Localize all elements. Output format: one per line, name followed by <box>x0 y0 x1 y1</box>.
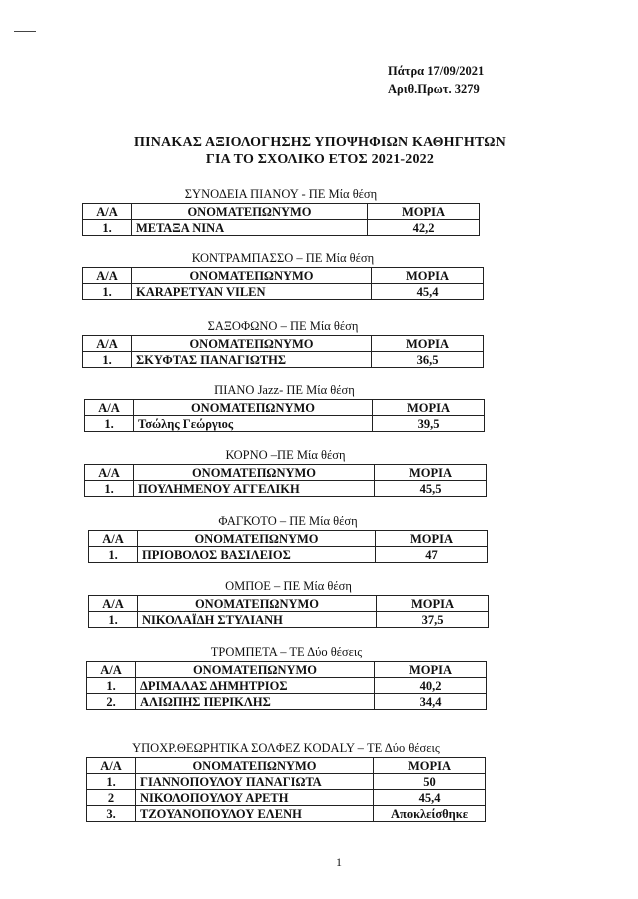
title-line-1: ΠΙΝΑΚΑΣ ΑΞΙΟΛΟΓΗΣΗΣ ΥΠΟΨΗΦΙΩΝ ΚΑΘΗΓΗΤΩΝ <box>134 135 506 150</box>
section-block <box>86 645 487 710</box>
section-block <box>82 319 484 368</box>
section-title: ΚΟΝΤΡΑΜΠΑΣΣΟ – ΠΕ Μία θέση <box>191 251 375 265</box>
row-number: 1. <box>83 284 132 300</box>
table-header-row <box>83 336 484 352</box>
table-row <box>89 547 488 563</box>
candidate-score: 50 <box>374 774 486 790</box>
candidates-table <box>82 203 480 236</box>
candidate-score: 34,4 <box>375 694 487 710</box>
section-title: ΟΜΠΟΕ – ΠΕ Μία θέση <box>225 579 352 593</box>
candidate-name: ΜΕΤΑΞΑ ΝΙΝΑ <box>132 220 368 236</box>
table-header-row <box>83 268 484 284</box>
candidate-name: KARAPETYAN VILEN <box>132 284 372 300</box>
candidate-score: 45,4 <box>372 284 484 300</box>
column-header-aa: Α/Α <box>85 465 134 481</box>
column-header-score: ΜΟΡΙΑ <box>372 336 484 352</box>
table-header-row <box>89 531 488 547</box>
candidates-table <box>86 757 486 822</box>
candidate-score: 47 <box>376 547 488 563</box>
row-number: 1. <box>89 547 138 563</box>
candidate-name: ΑΛΙΩΠΗΣ ΠΕΡΙΚΛΗΣ <box>136 694 375 710</box>
scan-mark <box>14 31 36 32</box>
candidate-name: ΔΡΙΜΑΛΑΣ ΔΗΜΗΤΡΙΟΣ <box>136 678 375 694</box>
candidate-name: Τσώλης Γεώργιος <box>134 416 373 432</box>
table-row <box>87 678 487 694</box>
column-header-score: ΜΟΡΙΑ <box>375 465 487 481</box>
column-header-aa: Α/Α <box>83 336 132 352</box>
column-header-name: ΟΝΟΜΑΤΕΠΩΝΥΜΟ <box>132 336 372 352</box>
table-header-row <box>89 596 489 612</box>
protocol-number: Αριθ.Πρωτ. 3279 <box>388 82 480 96</box>
section-block <box>82 251 484 300</box>
candidate-name: ΤΖΟΥΑΝΟΠΟΥΛΟΥ ΕΛΕΝΗ <box>136 806 374 822</box>
section-block <box>82 187 480 236</box>
candidate-score: Αποκλείσθηκε <box>374 806 486 822</box>
row-number: 1. <box>89 612 138 628</box>
column-header-aa: Α/Α <box>87 662 136 678</box>
candidate-score: 37,5 <box>377 612 489 628</box>
document-header <box>388 62 484 98</box>
candidates-table <box>86 661 487 710</box>
row-number: 1. <box>85 481 134 497</box>
table-row <box>89 612 489 628</box>
table-row <box>83 284 484 300</box>
candidates-table <box>84 399 485 432</box>
table-header-row <box>85 465 487 481</box>
column-header-name: ΟΝΟΜΑΤΕΠΩΝΥΜΟ <box>138 596 377 612</box>
section-title: ΦΑΓΚΟΤΟ – ΠΕ Μία θέση <box>218 514 358 528</box>
title-line-2: ΓΙΑ ΤΟ ΣΧΟΛΙΚΟ ΕΤΟΣ 2021-2022 <box>205 152 435 167</box>
section-title: ΣΑΞΟΦΩΝΟ – ΠΕ Μία θέση <box>207 319 359 333</box>
column-header-score: ΜΟΡΙΑ <box>377 596 489 612</box>
column-header-aa: Α/Α <box>87 758 136 774</box>
column-header-score: ΜΟΡΙΑ <box>375 662 487 678</box>
table-header-row <box>87 758 486 774</box>
row-number: 3. <box>87 806 136 822</box>
column-header-name: ΟΝΟΜΑΤΕΠΩΝΥΜΟ <box>136 758 374 774</box>
page-number: 1 <box>336 855 342 869</box>
candidate-score: 36,5 <box>372 352 484 368</box>
section-title: ΠΙΑΝΟ Jazz- ΠΕ Μία θέση <box>214 383 355 397</box>
column-header-name: ΟΝΟΜΑΤΕΠΩΝΥΜΟ <box>138 531 376 547</box>
column-header-aa: Α/Α <box>83 268 132 284</box>
column-header-score: ΜΟΡΙΑ <box>373 400 485 416</box>
section-block <box>88 579 489 628</box>
candidate-name: ΝΙΚΟΛΟΠΟΥΛΟΥ ΑΡΕΤΗ <box>136 790 374 806</box>
table-row <box>83 352 484 368</box>
candidates-table <box>82 267 484 300</box>
table-header-row <box>85 400 485 416</box>
table-row <box>85 416 485 432</box>
column-header-aa: Α/Α <box>83 204 132 220</box>
section-title: ΥΠΟΧΡ.ΘΕΩΡΗΤΙΚΑ ΣΟΛΦΕΖ KODALY – ΤΕ Δύο θέσεις <box>132 741 440 755</box>
candidate-score: 39,5 <box>373 416 485 432</box>
table-row <box>83 220 480 236</box>
candidate-score: 40,2 <box>375 678 487 694</box>
table-row <box>87 790 486 806</box>
table-header-row <box>87 662 487 678</box>
table-row <box>85 481 487 497</box>
table-header-row <box>83 204 480 220</box>
column-header-name: ΟΝΟΜΑΤΕΠΩΝΥΜΟ <box>134 400 373 416</box>
table-row <box>87 694 487 710</box>
row-number: 1. <box>87 678 136 694</box>
row-number: 2. <box>87 694 136 710</box>
row-number: 2 <box>87 790 136 806</box>
candidate-score: 45,5 <box>375 481 487 497</box>
table-row <box>87 774 486 790</box>
column-header-name: ΟΝΟΜΑΤΕΠΩΝΥΜΟ <box>132 204 368 220</box>
column-header-name: ΟΝΟΜΑΤΕΠΩΝΥΜΟ <box>132 268 372 284</box>
row-number: 1. <box>83 352 132 368</box>
candidate-name: ΝΙΚΟΛΑΪΔΗ ΣΤΥΛΙΑΝΗ <box>138 612 377 628</box>
section-block <box>84 448 487 497</box>
section-title: ΚΟΡΝΟ –ΠΕ Μία θέση <box>225 448 346 462</box>
candidate-score: 45,4 <box>374 790 486 806</box>
candidate-name: ΓΙΑΝΝΟΠΟΥΛΟΥ ΠΑΝΑΓΙΩΤΑ <box>136 774 374 790</box>
row-number: 1. <box>85 416 134 432</box>
candidate-score: 42,2 <box>368 220 480 236</box>
document-title <box>100 134 540 168</box>
candidate-name: ΠΡΙΟΒΟΛΟΣ ΒΑΣΙΛΕΙΟΣ <box>138 547 376 563</box>
section-title: ΤΡΟΜΠΕΤΑ – ΤΕ Δύο θέσεις <box>210 645 363 659</box>
row-number: 1. <box>83 220 132 236</box>
column-header-score: ΜΟΡΙΑ <box>374 758 486 774</box>
candidates-table <box>88 530 488 563</box>
candidate-name: ΠΟΥΛΗΜΕΝΟΥ ΑΓΓΕΛΙΚΗ <box>134 481 375 497</box>
candidates-table <box>88 595 489 628</box>
section-block <box>86 741 486 822</box>
candidate-name: ΣΚΥΦΤΑΣ ΠΑΝΑΓΙΩΤΗΣ <box>132 352 372 368</box>
column-header-aa: Α/Α <box>89 531 138 547</box>
column-header-name: ΟΝΟΜΑΤΕΠΩΝΥΜΟ <box>136 662 375 678</box>
row-number: 1. <box>87 774 136 790</box>
column-header-aa: Α/Α <box>89 596 138 612</box>
candidates-table <box>82 335 484 368</box>
column-header-name: ΟΝΟΜΑΤΕΠΩΝΥΜΟ <box>134 465 375 481</box>
section-block <box>84 383 485 432</box>
candidates-table <box>84 464 487 497</box>
column-header-aa: Α/Α <box>85 400 134 416</box>
column-header-score: ΜΟΡΙΑ <box>368 204 480 220</box>
place-date: Πάτρα 17/09/2021 <box>388 64 485 78</box>
column-header-score: ΜΟΡΙΑ <box>372 268 484 284</box>
table-row <box>87 806 486 822</box>
section-title: ΣΥΝΟΔΕΙΑ ΠΙΑΝΟΥ - ΠΕ Μία θέση <box>184 187 378 201</box>
section-block <box>88 514 488 563</box>
column-header-score: ΜΟΡΙΑ <box>376 531 488 547</box>
